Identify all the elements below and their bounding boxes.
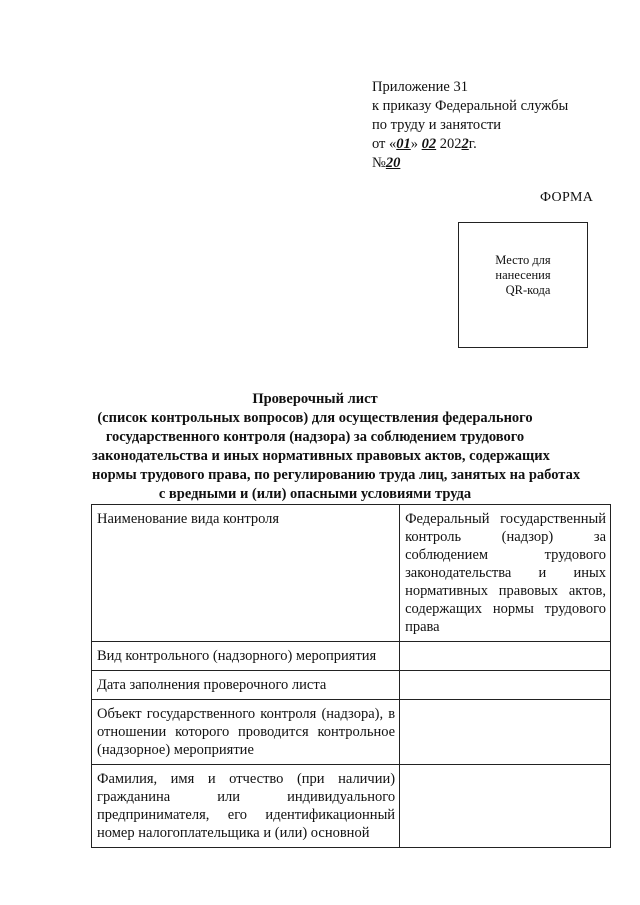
qr-placeholder-text xyxy=(473,253,573,298)
appendix-line-1: Приложение 31 xyxy=(372,79,468,95)
row-value xyxy=(400,642,611,671)
date-day: 01 xyxy=(396,136,411,152)
table-row xyxy=(92,642,611,671)
title-line-2: (список контрольных вопросов) для осуществления федерального xyxy=(97,410,533,426)
date-month: 02 xyxy=(421,136,437,152)
date-year-prefix: 202 xyxy=(436,136,462,152)
table-row xyxy=(92,505,611,642)
row-value xyxy=(400,671,611,700)
qr-line-3: QR-кода xyxy=(505,283,551,297)
date-mid: » xyxy=(410,136,422,152)
row-label: Дата заполнения проверочного листа xyxy=(92,671,400,700)
qr-line-2: нанесения xyxy=(495,268,551,282)
qr-code-placeholder xyxy=(458,222,588,348)
checklist-info-table xyxy=(91,504,611,848)
row-label: Объект государственного контроля (надзора), в отношении которого проводится контрольное (надзорное) мероприятие xyxy=(92,700,400,765)
row-value xyxy=(400,765,611,848)
date-prefix: от « xyxy=(372,136,397,152)
date-end: г. xyxy=(468,136,477,152)
date-year-suffix: 2 xyxy=(461,136,469,152)
title-line-1: Проверочный лист xyxy=(252,391,378,407)
row-label: Фамилия, имя и отчество (при наличии) гражданина или индивидуального предпринимателя, его идентификационный номер налогоплательщика и (или) основной xyxy=(92,765,400,848)
appendix-number xyxy=(372,154,568,173)
row-label: Вид контрольного (надзорного) мероприятия xyxy=(92,642,400,671)
row-label: Наименование вида контроля xyxy=(92,505,400,642)
row-value xyxy=(400,700,611,765)
appendix-line-3: по труду и занятости xyxy=(372,117,502,133)
table-row xyxy=(92,700,611,765)
row-value: Федеральный государственный контроль (надзор) за соблюдением трудового законодательства и иных нормативных правовых актов, содержащих нормы трудового права xyxy=(400,505,611,642)
title-line-4: законодательства и иных нормативных правовых актов, содержащих xyxy=(92,448,550,464)
forma-label: ФОРМА xyxy=(540,190,594,205)
title-line-6: с вредными и (или) опасными условиями труда xyxy=(158,486,472,502)
appendix-date xyxy=(372,135,568,154)
document-title xyxy=(92,390,581,504)
title-line-3: государственного контроля (надзора) за соблюдением трудового xyxy=(105,429,525,445)
qr-line-1: Место для xyxy=(495,253,551,267)
table-row xyxy=(92,671,611,700)
appendix-header xyxy=(372,78,568,173)
table-row xyxy=(92,765,611,848)
appendix-line-2: к приказу Федеральной службы xyxy=(372,98,569,114)
order-number: 20 xyxy=(385,155,401,171)
number-prefix: № xyxy=(372,155,386,171)
title-line-5: нормы трудового права, по регулированию труда лиц, занятых на работах xyxy=(92,467,581,483)
